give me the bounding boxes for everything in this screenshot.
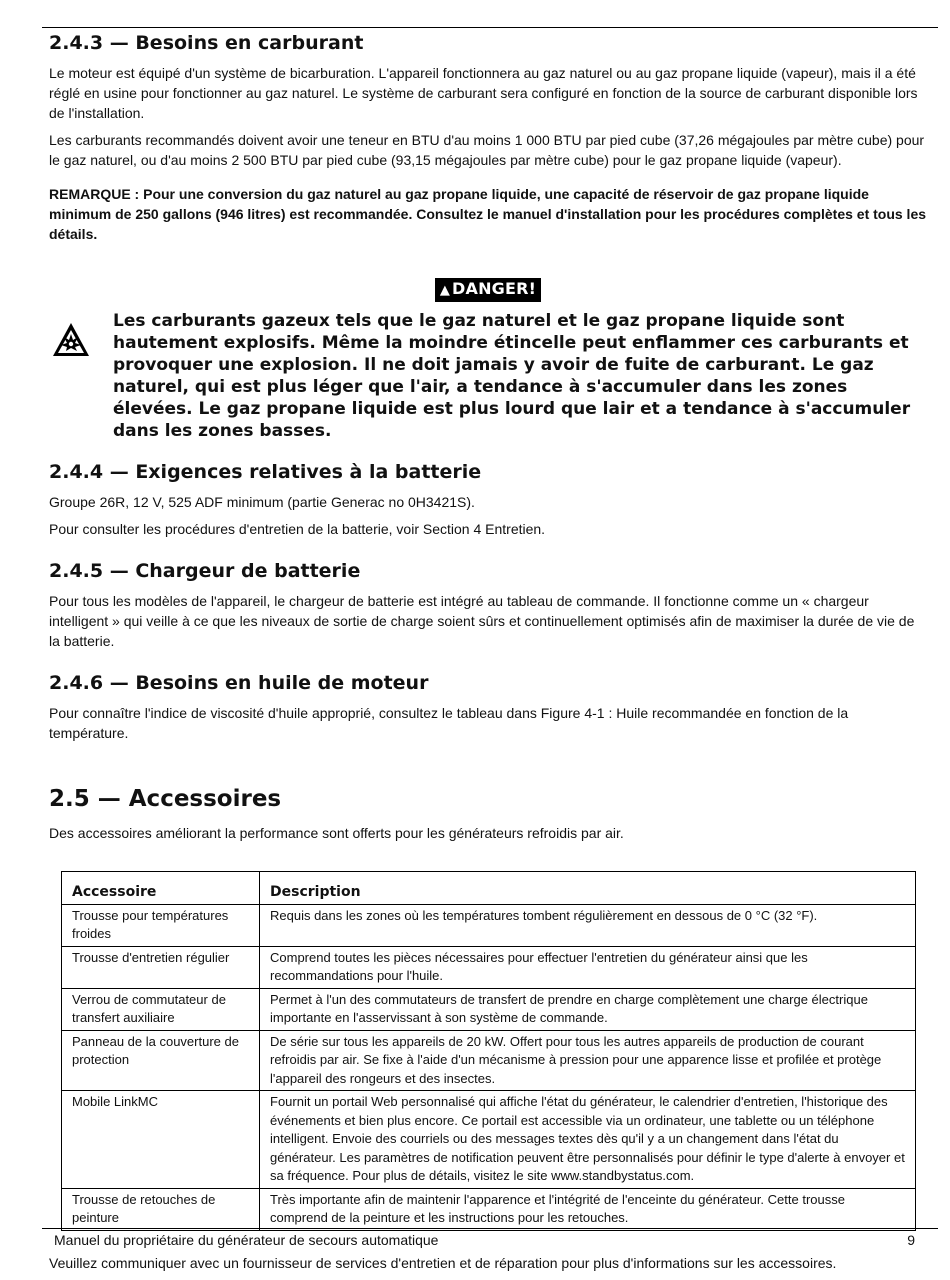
section-2-4-3 [49,31,927,244]
closing-paragraph: Veuillez communiquer avec un fournisseur de services d'entretien et de réparation pour plus d'informations sur les accessoires. [49,1254,837,1271]
accessory-cell: Trousse pour températures froides [62,904,260,946]
table-row [62,1188,916,1230]
paragraph: Pour connaître l'indice de viscosité d'huile approprié, consultez le tableau dans Figure 4-1 : Huile recommandée en fonction de la température. [49,705,849,741]
section-title: 2.4.3 — Besoins en carburant [49,32,364,54]
description-cell: De série sur tous les appareils de 20 kW. Offert pour tous les autres appareils de production de courant refroidis par air. Se fixe à l'aide d'un mécanisme à pression pour une apparence lisse et profilée et protège l'appareil des rongeurs et des insectes. [260,1030,916,1091]
explosion-icon [51,320,91,360]
paragraph: Pour tous les modèles de l'appareil, le chargeur de batterie est intégré au tableau de commande. Il fonctionne comme un « chargeur intelligent » qui veille à ce que les niveaux de sortie de charge soient sûrs et continuellement optimisés afin de maximiser la durée de vie de la batterie. [49,593,915,649]
table-row [62,946,916,988]
footer-rule [42,1228,938,1229]
footer-title: Manuel du propriétaire du générateur de secours automatique [54,1232,439,1248]
warning-triangle-icon: ▲ [439,283,451,298]
paragraph: Le moteur est équipé d'un système de bicarburation. L'appareil fonctionnera au gaz naturel ou au gaz propane liquide (vapeur), mais il a été réglé en usine pour fonctionner au gaz naturel. Le système de carburant sera configuré en fonction de la source de carburant disponible lors de l'installation. [49,65,918,121]
section-title: 2.4.4 — Exigences relatives à la batterie [49,461,482,483]
section-2-4-5 [49,559,927,651]
accessories-table [61,871,916,1231]
description-cell: Requis dans les zones où les températures tombent régulièrement en dessous de 0 °C (32 °F). [260,904,916,946]
paragraph: Pour consulter les procédures d'entretien de la batterie, voir Section 4 Entretien. [49,521,546,537]
table-row [62,904,916,946]
description-cell: Très importante afin de maintenir l'apparence et l'intégrité de l'enceinte du générateur. Cette trousse comprend de la peinture et les instructions pour les retouches. [260,1188,916,1230]
accessory-cell: Panneau de la couverture de protection [62,1030,260,1091]
danger-block [49,310,927,442]
danger-text: Les carburants gazeux tels que le gaz naturel et le gaz propane liquide sont hautement explosifs. Même la moindre étincelle peut enflammer ces carburants et provoquer une explosion. Il ne doit jamais y avoir de fuite de carburant. Le gaz naturel, qui est plus léger que l'air, a tendance à s'accumuler dans les zones élevées. Le gaz propane liquide est plus lourd que lair et a tendance à s'accumuler dans les zones basses. [113,311,911,441]
accessory-cell: Mobile LinkMC [62,1091,260,1189]
description-cell: Permet à l'un des commutateurs de transfert de prendre en charge complètement une charge électrique importante en l'asservissant à son système de commande. [260,988,916,1030]
section-2-4-6 [49,671,927,743]
danger-header [49,278,927,302]
paragraph: Des accessoires améliorant la performance sont offerts pour les générateurs refroidis par air. [49,825,624,841]
table-row [62,988,916,1030]
section-2-5 [49,785,927,1273]
table-header-row [62,872,916,905]
column-header: Accessoire [62,872,260,905]
description-cell: Comprend toutes les pièces nécessaires pour effectuer l'entretien du générateur ainsi que les recommandations pour l'huile. [260,946,916,988]
accessory-cell: Verrou de commutateur de transfert auxiliaire [62,988,260,1030]
note-paragraph: REMARQUE : Pour une conversion du gaz naturel au gaz propane liquide, une capacité de réservoir de gaz propane liquide minimum de 250 gallons (946 litres) est recommandée. Consultez le manuel d'installation pour les procédures complètes et tous les détails. [49,186,927,242]
page-content [49,31,927,1280]
danger-badge [435,278,541,302]
section-title: 2.5 — Accessoires [49,786,282,812]
danger-label: DANGER! [452,279,537,298]
column-header: Description [260,872,916,905]
paragraph: Groupe 26R, 12 V, 525 ADF minimum (partie Generac no 0H3421S). [49,494,475,510]
accessory-cell: Trousse de retouches de peinture [62,1188,260,1230]
page-number: 9 [907,1232,915,1248]
description-cell: Fournit un portail Web personnalisé qui affiche l'état du générateur, le calendrier d'entretien, l'historique des événements et bien plus encore. Ce portail est accessible via un ordinateur, une tablette ou un téléphone intelligent. Envoie des courriels ou des messages textes dès qu'il y a un changement dans l'état du générateur. Les paramètres de notification peuvent être personnalisés pour définir le type d'alerte à envoyer et sa fréquence. Pour plus de détails, visitez le site www.standbystatus.com. [260,1091,916,1189]
section-title: 2.4.5 — Chargeur de batterie [49,560,361,582]
table-row [62,1091,916,1189]
paragraph: Les carburants recommandés doivent avoir une teneur en BTU d'au moins 1 000 BTU par pied cube (37,26 mégajoules par mètre cube) pour le gaz naturel, ou d'au moins 2 500 BTU par pied cube (93,15 mégajoules par mètre cube) pour le gaz propane liquide (vapeur). [49,132,925,168]
section-title: 2.4.6 — Besoins en huile de moteur [49,672,429,694]
table-row [62,1030,916,1091]
top-rule [42,27,938,28]
accessory-cell: Trousse d'entretien régulier [62,946,260,988]
section-2-4-4 [49,460,927,539]
